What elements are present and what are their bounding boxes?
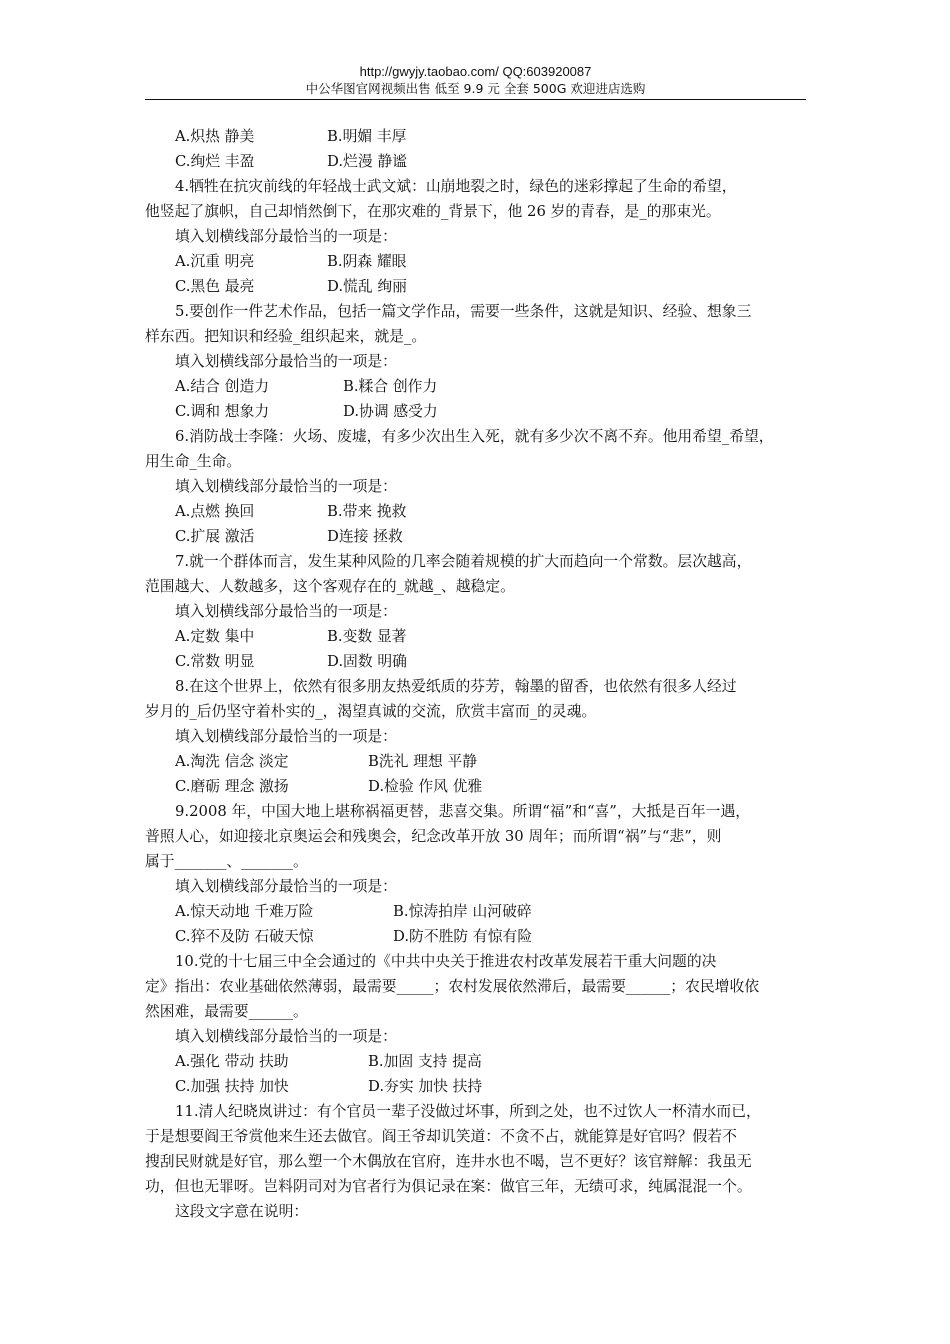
q4-question-line-2: 他竖起了旗帜，自己却悄然倒下，在那灾难的_背景下，他 26 岁的青春，是_的那束光。 xyxy=(145,203,721,220)
q9-options-row-1 xyxy=(145,899,809,924)
header-contact-line: http://gwyjy.taobao.com/ QQ:603920087 xyxy=(359,64,592,79)
q9-option-a: A.惊天动地 千难万险 xyxy=(175,903,314,920)
q7-question-line-1: 7.就一个群体而言，发生某种风险的几率会随着规模的扩大而趋向一个常数。层次越高， xyxy=(175,553,752,570)
q3-option-c: C.绚烂 丰盈 xyxy=(175,153,255,170)
q10-question-line-3: 然困难，最需要______。 xyxy=(145,1003,308,1020)
q11-question-line-5: 这段文字意在说明： xyxy=(175,1203,309,1220)
q6-option-c: C.扩展 激活 xyxy=(175,528,255,545)
document-body xyxy=(145,124,809,1224)
q6-options-row-1 xyxy=(145,499,809,524)
q7-options-row-1 xyxy=(145,624,809,649)
q5-option-a: A.结合 创造力 xyxy=(175,378,270,395)
q4-option-a: A.沉重 明亮 xyxy=(175,253,255,270)
q9-options-row-2 xyxy=(145,924,809,949)
q10-question-line-1: 10.党的十七届三中全会通过的《中共中央关于推进农村改革发展若干重大问题的决 xyxy=(175,953,717,970)
q9-question-line-3: 属于_______、_______。 xyxy=(145,853,308,870)
q9-option-b: B.惊涛拍岸 山河破碎 xyxy=(393,903,532,920)
q4-options-row-1 xyxy=(145,249,809,274)
q10-options-row-2 xyxy=(145,1074,809,1099)
q8-options-row-2 xyxy=(145,774,809,799)
q8-prompt: 填入划横线部分最恰当的一项是： xyxy=(175,728,397,745)
q11-question-line-3: 搜刮民财就是好官，那么塑一个木偶放在官府，连井水也不喝，岂不更好？该官辩解：我虽无 xyxy=(145,1153,752,1170)
q8-option-b: B洗礼 理想 平静 xyxy=(368,753,478,770)
q9-question-line-2: 普照人心，如迎接北京奥运会和残奥会，纪念改革开放 30 周年；而所谓“祸”与“悲”，则 xyxy=(145,828,722,845)
q7-option-b: B.变数 显著 xyxy=(327,628,407,645)
q10-option-a: A.强化 带动 扶助 xyxy=(175,1053,289,1070)
q5-option-d: D.协调 感受力 xyxy=(343,403,438,420)
q3-options-row-2 xyxy=(145,149,809,174)
q8-question-line-2: 岁月的_后仍坚守着朴实的_，渴望真诚的交流，欣赏丰富而_的灵魂。 xyxy=(145,703,597,720)
q8-options-row-1 xyxy=(145,749,809,774)
q11-question-line-4: 功，但也无罪呀。岂料阴司对为官者行为俱记录在案：做官三年，无绩可求，纯属混混一个。 xyxy=(145,1178,752,1195)
q4-options-row-2 xyxy=(145,274,809,299)
q6-option-d: D连接 拯救 xyxy=(327,528,403,545)
q3-option-d: D.烂漫 静谧 xyxy=(327,153,407,170)
q7-options-row-2 xyxy=(145,649,809,674)
q10-question-line-2: 定》指出：农业基础依然薄弱，最需要_____；农村发展依然滞后，最需要______；农民增收依 xyxy=(145,978,760,995)
q7-question-line-2: 范围越大、人数越多，这个客观存在的_就越_、越稳定。 xyxy=(145,578,515,595)
q6-option-b: B.带来 挽救 xyxy=(327,503,407,520)
q9-question-line-1: 9.2008 年，中国大地上堪称祸福更替，悲喜交集。所谓“福”和“喜”，大抵是百年一遇， xyxy=(175,803,751,820)
q8-option-c: C.磨砺 理念 激扬 xyxy=(175,778,289,795)
q4-option-d: D.慌乱 绚丽 xyxy=(327,278,407,295)
q7-option-d: D.固数 明确 xyxy=(327,653,407,670)
q8-option-d: D.检验 作风 优雅 xyxy=(368,778,483,795)
q5-options-row-2 xyxy=(145,399,809,424)
q4-prompt: 填入划横线部分最恰当的一项是： xyxy=(175,228,397,245)
q11-question-line-1: 11.清人纪晓岚讲过：有个官员一辈子没做过坏事，所到之处，也不过饮人一杯清水而已， xyxy=(175,1103,761,1120)
q9-option-c: C.猝不及防 石破天惊 xyxy=(175,928,314,945)
q10-option-d: D.夯实 加快 扶持 xyxy=(368,1078,483,1095)
q9-option-d: D.防不胜防 有惊有险 xyxy=(393,928,533,945)
q5-options-row-1 xyxy=(145,374,809,399)
q4-option-b: B.阴森 耀眼 xyxy=(327,253,407,270)
q5-question-line-1: 5.要创作一件艺术作品，包括一篇文学作品，需要一些条件，这就是知识、经验、想象三 xyxy=(175,303,752,320)
q5-option-b: B.糅合 创作力 xyxy=(343,378,438,395)
q6-prompt: 填入划横线部分最恰当的一项是： xyxy=(175,478,397,495)
q10-option-b: B.加固 支持 提高 xyxy=(368,1053,482,1070)
q10-option-c: C.加强 扶持 加快 xyxy=(175,1078,289,1095)
q4-question-line-1: 4.牺牲在抗灾前线的年轻战士武文斌：山崩地裂之时，绿色的迷彩撑起了生命的希望， xyxy=(175,178,737,195)
q5-prompt: 填入划横线部分最恰当的一项是： xyxy=(175,353,397,370)
q5-question-line-2: 样东西。把知识和经验_组织起来，就是_。 xyxy=(145,328,427,345)
q7-option-c: C.常数 明显 xyxy=(175,653,255,670)
q8-option-a: A.淘洗 信念 淡定 xyxy=(175,753,289,770)
q3-option-a: A.炽热 静美 xyxy=(175,128,255,145)
q4-option-c: C.黑色 最亮 xyxy=(175,278,255,295)
header-ad-line: 中公华图官网视频出售 低至 9.9 元 全套 500G 欢迎进店选购 xyxy=(305,81,646,96)
q10-prompt: 填入划横线部分最恰当的一项是： xyxy=(175,1028,397,1045)
q6-question-line-2: 用生命_生命。 xyxy=(145,453,242,470)
header-divider xyxy=(145,99,806,100)
q7-prompt: 填入划横线部分最恰当的一项是： xyxy=(175,603,397,620)
q3-option-b: B.明媚 丰厚 xyxy=(327,128,407,145)
q11-question-line-2: 于是想要阎王爷赏他来生还去做官。阎王爷却讥笑道：不贪不占，就能算是好官吗？假若不 xyxy=(145,1128,737,1145)
q7-option-a: A.定数 集中 xyxy=(175,628,255,645)
page-header xyxy=(145,64,806,98)
q6-option-a: A.点燃 换回 xyxy=(175,503,255,520)
q10-options-row-1 xyxy=(145,1049,809,1074)
q6-options-row-2 xyxy=(145,524,809,549)
q8-question-line-1: 8.在这个世界上，依然有很多朋友热爱纸质的芬芳，翰墨的留香，也依然有很多人经过 xyxy=(175,678,737,695)
q5-option-c: C.调和 想象力 xyxy=(175,403,270,420)
q3-options-row-1 xyxy=(145,124,809,149)
q6-question-line-1: 6.消防战士李隆：火场、废墟，有多少次出生入死，就有多少次不离不弃。他用希望_希望， xyxy=(175,428,774,445)
q9-prompt: 填入划横线部分最恰当的一项是： xyxy=(175,878,397,895)
